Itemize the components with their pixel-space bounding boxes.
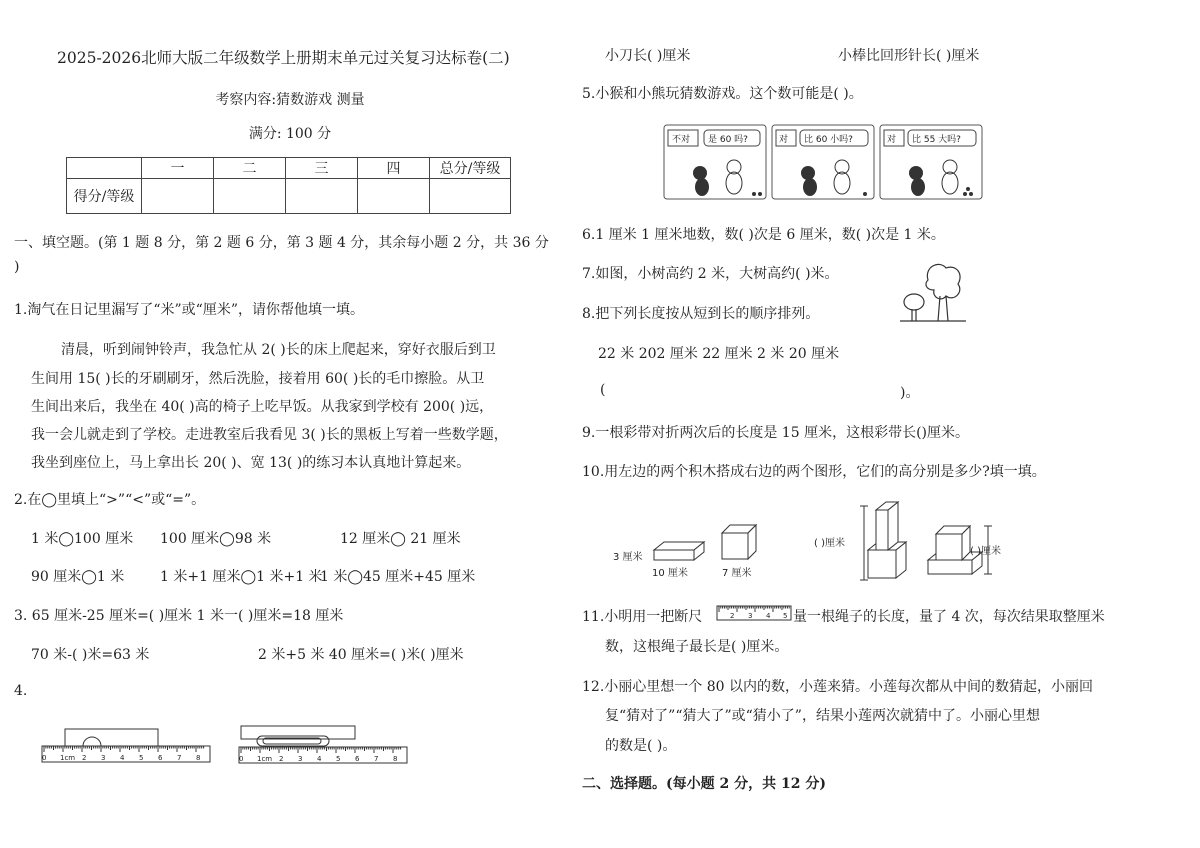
stack-1: [868, 550, 896, 578]
ruler-num-0: 0: [239, 755, 244, 763]
broken-ruler-num: 5: [783, 612, 788, 620]
knife-shape: [65, 729, 158, 746]
ruler-num-7: 7: [374, 755, 379, 763]
ruler-num-6: 6: [158, 754, 163, 762]
q10-prompt: 10.用左边的两个积木搭成右边的两个图形，它们的高分别是多少?填一填。: [582, 464, 1046, 480]
score-header-total: 总分/等级: [430, 158, 511, 179]
page-title: 2025-2026北师大版二年级数学上册期末单元过关复习达标卷(二): [57, 49, 510, 67]
broken-ruler-num: 4: [766, 612, 771, 620]
blocks-figure: [610, 498, 1040, 584]
score-header-4: 四: [358, 158, 430, 179]
ruler-num-2: 2: [82, 754, 87, 762]
section2-title: 二、选择题。(每小题 2 分，共 12 分): [582, 776, 826, 792]
reply-text-2: 对: [779, 135, 789, 145]
q1-line-5: 我坐到座位上，马上拿出长 20( )、宽 13( )的练习本认真地计算起来。: [31, 455, 471, 471]
score-cell[interactable]: [286, 179, 358, 214]
question-text-1: 是 60 吗?: [708, 135, 748, 145]
q9-text: 9.一根彩带对折两次后的长度是 15 厘米，这根彩带长()厘米。: [582, 425, 969, 441]
score-table: [66, 157, 511, 214]
q3-row-1: 3. 65 厘米-25 厘米=( )厘米 1 米一( )厘米=18 厘米: [14, 608, 344, 624]
q2-item-1: 1 米◯100 厘米: [31, 531, 134, 547]
score-header-1: 一: [142, 158, 214, 179]
reply-text-1: 不对: [672, 135, 691, 145]
q1-line-4: 我一会儿就走到了学校。走进教室后我看见 3( )长的黑板上写着一些数学题，: [31, 427, 508, 443]
score-table-header-row: [67, 158, 511, 179]
monkey-icon: [909, 166, 923, 180]
q4-knife-answer: 小刀长( )厘米: [605, 48, 691, 64]
exam-scope: 考察内容:猜数游戏 测量: [215, 92, 365, 108]
label-10cm: 10 厘米: [652, 568, 688, 579]
q3-row-2b: 2 米+5 米 40 厘米=( )米( )厘米: [258, 647, 464, 663]
score-cell[interactable]: [214, 179, 286, 214]
q1-line-2: 生间用 15( )长的牙刷刷牙，然后洗脸，接着用 60( )长的毛巾擦脸。从卫: [31, 371, 485, 387]
q1-prompt: 1.淘气在日记里漏写了“米”或“厘米”，请你帮他填一填。: [14, 302, 364, 318]
broken-ruler-icon: [716, 604, 792, 622]
question-text-3: 比 55 大吗?: [912, 135, 961, 145]
q12-line1: 12.小丽心里想一个 80 以内的数，小莲来猜。小莲每次都从中间的数猜起，小丽回: [582, 679, 1093, 695]
ruler-num-3: 3: [101, 754, 106, 762]
q1-line-1: 清晨，听到闹钟铃声，我急忙从 2( )长的床上爬起来，穿好衣服后到卫: [61, 342, 496, 358]
q2-prompt: 2.在◯里填上“>”“<”或“=”。: [14, 492, 206, 508]
guess-game-figure: [662, 123, 984, 201]
score-header-blank: [67, 158, 142, 179]
q8-prompt: 8.把下列长度按从短到长的顺序排列。: [582, 306, 820, 322]
section1-title-cont: ): [14, 259, 20, 275]
reply-text-3: 对: [887, 135, 897, 145]
q11-line2: 数，这根绳子最长是( )厘米。: [605, 639, 789, 655]
q3-row-2a: 70 米-( )米=63 米: [31, 647, 150, 663]
stick-shape: [241, 726, 355, 739]
ruler-num-5: 5: [139, 754, 144, 762]
score-row-label: 得分/等级: [67, 179, 142, 214]
q8-answer-close: )。: [900, 385, 920, 401]
q2-item-3: 12 厘米◯ 21 厘米: [340, 531, 461, 547]
q4-stick-answer: 小棒比回形针长( )厘米: [838, 48, 980, 64]
q8-items: 22 米 202 厘米 22 厘米 2 米 20 厘米: [598, 346, 840, 362]
full-score: 满分: 100 分: [248, 126, 332, 142]
q5-prompt: 5.小猴和小熊玩猜数游戏。这个数可能是( )。: [582, 86, 863, 102]
ruler-num-5: 5: [336, 755, 341, 763]
score-table-row: [67, 179, 511, 214]
ruler-knife-figure: [38, 725, 214, 767]
q2-item-5: 1 米+1 厘米◯1 米+1 米: [160, 569, 323, 585]
q7-text: 7.如图，小树高约 2 米，大树高约( )米。: [582, 266, 839, 282]
q1-line-3: 生间出来后，我坐在 40( )高的椅子上吃早饭。从我家到学校有 200( )远，: [31, 399, 494, 415]
q11-part2: 量一根绳子的长度，量了 4 次，每次结果取整厘米: [793, 609, 1105, 625]
stack-2: [928, 560, 972, 574]
q2-item-6: 1 米◯45 厘米+45 厘米: [320, 569, 476, 585]
q12-line2: 复“猜对了”“猜大了”或“猜小了”，结果小莲两次就猜中了。小丽心里想: [605, 708, 1040, 724]
small-tree-icon: [904, 294, 924, 310]
stack-2-blank: ( )厘米: [970, 546, 1001, 557]
q12-line3: 的数是( )。: [605, 738, 677, 754]
q8-answer-open: (: [600, 382, 606, 398]
ruler-num-7: 7: [177, 754, 182, 762]
question-text-2: 比 60 小吗?: [804, 135, 853, 145]
score-cell[interactable]: [358, 179, 430, 214]
ruler-num-3: 3: [298, 755, 303, 763]
q6-text: 6.1 厘米 1 厘米地数，数( )次是 6 厘米，数( )次是 1 米。: [582, 227, 945, 243]
ruler-num-6: 6: [355, 755, 360, 763]
ruler-num-4: 4: [317, 755, 322, 763]
ruler-num-4: 4: [120, 754, 125, 762]
q2-item-2: 100 厘米◯98 米: [160, 531, 272, 547]
ruler-num-1cm: 1cm: [257, 755, 273, 763]
ruler-num-2: 2: [279, 755, 284, 763]
ruler-num-0: 0: [42, 754, 47, 762]
q11-part1: 11.小明用一把断尺: [582, 609, 703, 625]
trees-figure: [898, 262, 968, 324]
ruler-stick-figure: [235, 722, 411, 768]
q4-label: 4.: [14, 683, 28, 699]
section1-title: 一、填空题。(第 1 题 8 分，第 2 题 6 分，第 3 题 4 分，其余每小题 2 分，共 36 分: [14, 235, 549, 251]
ruler-num-8: 8: [393, 755, 398, 763]
big-tree-icon: [926, 264, 960, 298]
height-arrow-1: [860, 506, 868, 580]
broken-ruler-num: 2: [730, 612, 735, 620]
score-header-3: 三: [286, 158, 358, 179]
score-cell[interactable]: [430, 179, 511, 214]
q2-item-4: 90 厘米◯1 米: [31, 569, 125, 585]
ruler-num-1cm: 1cm: [60, 754, 76, 762]
monkey-icon: [801, 166, 815, 180]
score-header-2: 二: [214, 158, 286, 179]
stack-1-blank: ( )厘米: [814, 538, 845, 549]
monkey-icon: [693, 166, 707, 180]
label-3cm: 3 厘米: [613, 552, 643, 563]
ruler-num-8: 8: [196, 754, 201, 762]
score-cell[interactable]: [142, 179, 214, 214]
broken-ruler-num: 3: [748, 612, 753, 620]
label-7cm: 7 厘米: [722, 568, 752, 579]
